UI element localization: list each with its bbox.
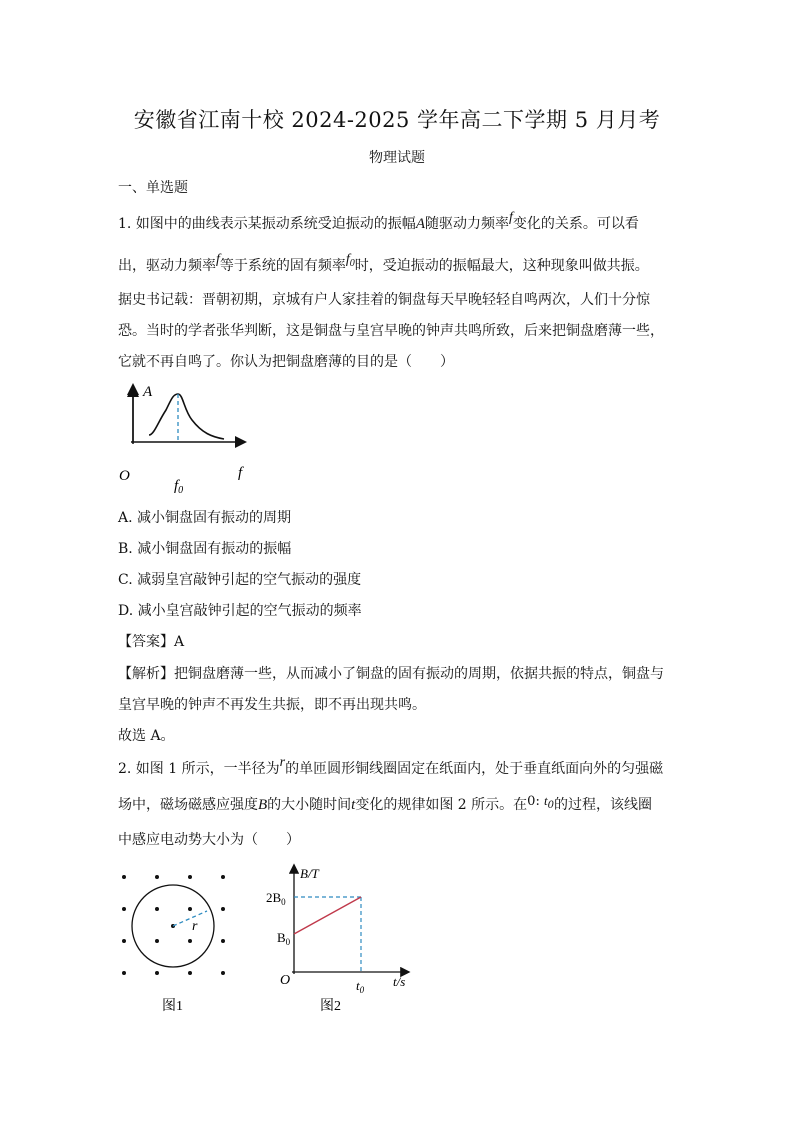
field-dot [122, 939, 126, 943]
field-dot [221, 875, 225, 879]
q1-label-f: f [238, 465, 243, 481]
fig2-tick-2b0: $2B_0$ [266, 890, 286, 907]
field-dot [221, 939, 225, 943]
q1-label-f0: $f_0$ [174, 478, 184, 496]
field-dot [122, 875, 126, 879]
fig2-origin: O [280, 973, 291, 988]
q1-line-4: 恐。当时的学者张华判断，这是铜盘与皇宫早晚的钟声共鸣所致，后来把铜盘磨薄一些， [118, 323, 664, 339]
field-dot [122, 971, 126, 975]
field-dot [188, 875, 192, 879]
field-dot [155, 971, 159, 975]
q2-figure-2 [260, 860, 420, 1016]
q1-conclusion: 故选 A。 [118, 728, 175, 744]
page-subtitle: 物理试题 [369, 150, 425, 166]
q1-line-2: 出，驱动力频率f等于系统的固有频率$f_0$时，受迫振动的振幅最大，这种现象叫做共振。 [118, 252, 649, 274]
field-dot [155, 907, 159, 911]
fig2-tick-t0: $t_0$ [356, 978, 365, 995]
q1-resonance-curve [149, 394, 224, 439]
q1-option-c[interactable]: C. 减弱皇宫敲钟引起的空气振动的强度 [118, 572, 362, 588]
fig2-ylabel: B/T [300, 866, 319, 881]
fig2-b-line [294, 897, 361, 934]
fig2-tick-b0: $B_0$ [277, 930, 291, 947]
q1-label-A: A [143, 384, 153, 400]
radius-label: r [192, 919, 198, 934]
magnetic-field-dots [122, 875, 225, 975]
q1-label-O: O [119, 468, 130, 484]
q1-option-d[interactable]: D. 减小皇宫敲钟引起的空气振动的频率 [118, 603, 362, 619]
field-dot [221, 971, 225, 975]
q1-line-5: 它就不再自鸣了。你认为把铜盘磨薄的目的是（ ） [118, 354, 454, 370]
field-dot [188, 971, 192, 975]
field-dot [155, 875, 159, 879]
fig2-xlabel: t/s [393, 974, 406, 989]
q1-analysis-line-2: 皇宫早晚的钟声不再发生共振，即不再出现共鸣。 [118, 697, 426, 713]
fig2-caption: 图2 [320, 999, 341, 1014]
field-dot [188, 907, 192, 911]
q1-line-3: 据史书记载：晋朝初期，京城有户人家挂着的铜盘每天早晚轻轻自鸣两次，人们十分惊 [118, 292, 650, 308]
q2-line-1: 2. 如图 1 所示，一半径为r的单匝圆形铜线圈固定在纸面内，处于垂直纸面向外的匀强磁 [118, 755, 664, 777]
field-dot [155, 939, 159, 943]
q2-line-3: 中感应电动势大小为（ ） [118, 832, 300, 848]
section-heading: 一、单选题 [118, 180, 188, 196]
field-dot [122, 907, 126, 911]
q1-resonance-plot [116, 382, 256, 500]
q1-line-1: 1. 如图中的曲线表示某振动系统受迫振动的振幅A随驱动力频率f变化的关系。可以看 [118, 210, 639, 232]
radius-line [173, 911, 207, 926]
q1-analysis-line-1: 【解析】把铜盘磨薄一些，从而减小了铜盘的固有振动的周期，依据共振的特点，铜盘与 [118, 666, 664, 682]
fig1-caption: 图1 [162, 999, 183, 1014]
q2-figure-1 [112, 864, 242, 1014]
page-title: 安徽省江南十校 2024-2025 学年高二下学期 5 月月考 [133, 108, 661, 132]
q1-option-a[interactable]: A. 减小铜盘固有振动的周期 [118, 510, 292, 526]
q1-answer: 【答案】A [118, 634, 185, 650]
field-dot [221, 907, 225, 911]
field-dot [188, 939, 192, 943]
q2-line-2: 场中，磁场磁感应强度B的大小随时间t变化的规律如图 2 所示。在0: $t_0$的过程，该线圈 [118, 793, 652, 813]
q1-option-b[interactable]: B. 减小铜盘固有振动的振幅 [118, 541, 292, 557]
